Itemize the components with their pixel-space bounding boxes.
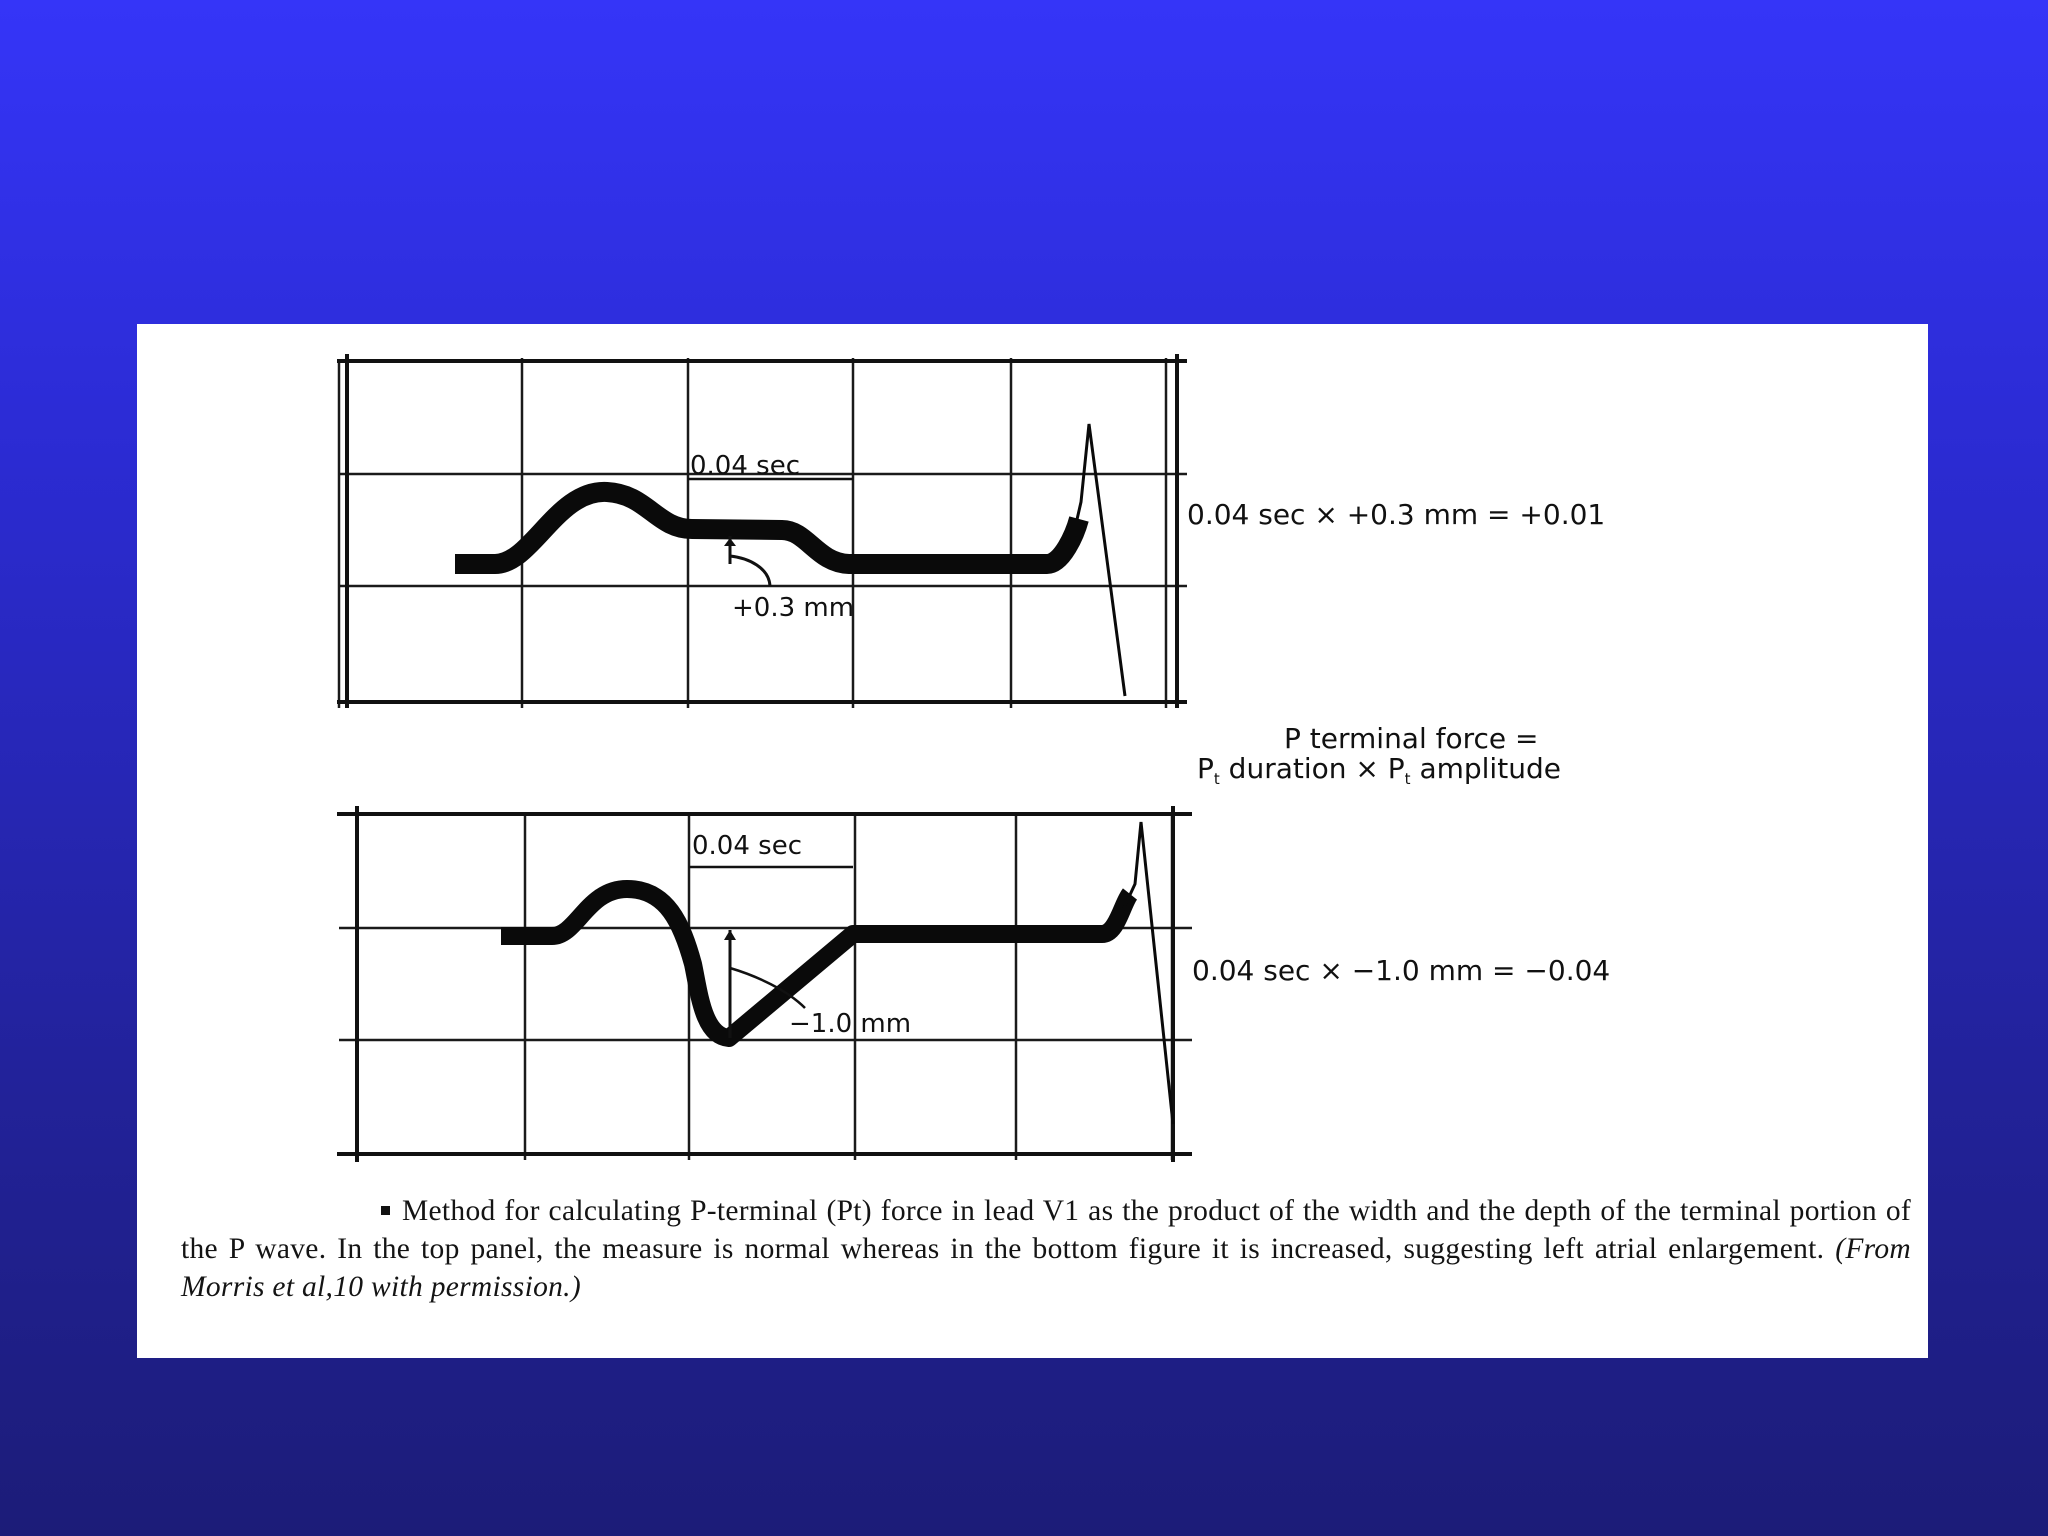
bottom-amplitude-label: −1.0 mm — [789, 1009, 912, 1039]
top-amplitude-label: +0.3 mm — [732, 593, 855, 623]
top-equation: 0.04 sec × +0.3 mm = +0.01 — [1187, 498, 1606, 531]
top-interval-marker — [688, 451, 853, 481]
caption-source: (From Morris et al,10 with permission.) — [181, 1233, 1911, 1303]
top-p-wave — [455, 492, 1079, 564]
bottom-grid — [339, 812, 1192, 1160]
bottom-interval-label: 0.04 sec — [692, 831, 802, 861]
bottom-equation: 0.04 sec × −1.0 mm = −0.04 — [1192, 954, 1611, 987]
figure-scan — [137, 324, 1928, 1358]
bottom-r-wave — [1122, 822, 1173, 1124]
top-amplitude-marker — [724, 536, 854, 623]
bullet-icon — [381, 1206, 390, 1215]
formula-line2: $P_t$ duration × $P_t$ amplitude — [1197, 752, 1561, 788]
bottom-interval-marker — [689, 831, 853, 867]
top-r-wave — [1070, 424, 1125, 696]
caption-text: Method for calculating P-terminal (Pt) force in lead V1 as the product of the width and the depth of the terminal portion of the P wave. In the top panel, the measure is normal whereas in the bottom figure it is increased, suggesting left atrial enlargement. — [181, 1195, 1911, 1265]
formula-line1: P terminal force = — [1284, 722, 1539, 755]
figure-caption — [181, 1192, 1911, 1306]
top-interval-label: 0.04 sec — [690, 451, 800, 481]
